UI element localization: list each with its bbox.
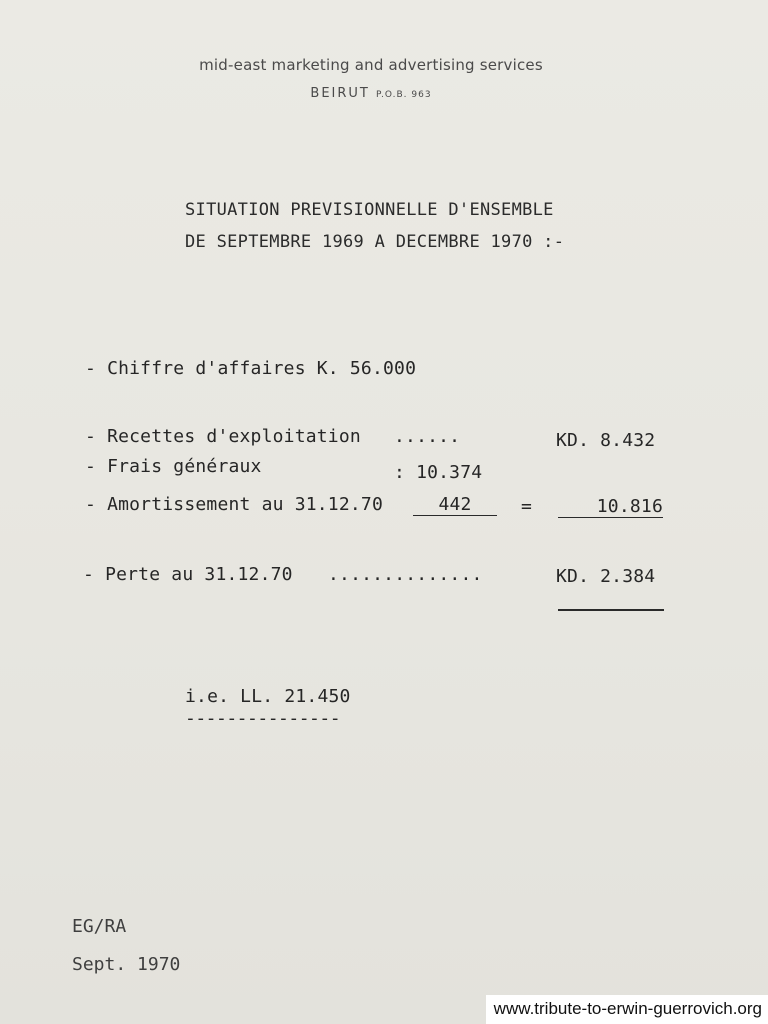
po-box: P.O.B. 963 <box>376 90 432 100</box>
city: BEIRUT <box>310 86 370 101</box>
company-name: mid-east marketing and advertising services <box>199 56 543 74</box>
operating-revenue-value: KD. 8.432 <box>556 430 656 451</box>
equivalent-amount: i.e. LL. 21.450 <box>185 686 351 707</box>
depreciation-label: - Amortissement au 31.12.70 <box>85 494 383 515</box>
loss-label: - Perte au 31.12.70 <box>83 564 293 585</box>
title-line-2: DE SEPTEMBRE 1969 A DECEMBRE 1970 :- <box>185 232 565 252</box>
document-date: Sept. 1970 <box>72 954 181 975</box>
operating-revenue-label: - Recettes d'exploitation <box>85 426 361 447</box>
equals-sign: = <box>521 496 533 517</box>
loss-double-rule <box>558 609 664 611</box>
website-credit: www.tribute-to-erwin-guerrovich.org <box>486 995 768 1024</box>
depreciation-value: 442 <box>413 494 497 516</box>
total-costs-value: 10.816 <box>558 496 663 518</box>
equivalent-dashes: --------------- <box>185 708 341 729</box>
overheads-label: - Frais généraux <box>85 456 262 477</box>
company-address <box>0 86 742 101</box>
operating-revenue-dots: ...... <box>394 426 461 447</box>
loss-dots: .............. <box>328 564 483 585</box>
initials: EG/RA <box>72 916 127 937</box>
overheads-value: : 10.374 <box>394 462 483 483</box>
title-line-1: SITUATION PREVISIONNELLE D'ENSEMBLE <box>185 200 554 220</box>
loss-value: KD. 2.384 <box>556 566 656 587</box>
turnover-line: - Chiffre d'affaires K. 56.000 <box>85 358 417 379</box>
